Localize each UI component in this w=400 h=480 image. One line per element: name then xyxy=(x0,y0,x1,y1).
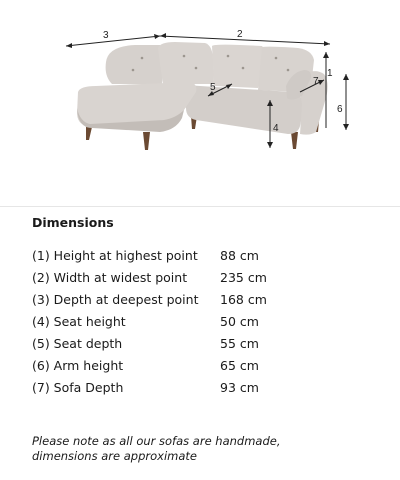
dimension-label: (6) Arm height xyxy=(32,357,124,373)
callout-6: 6 xyxy=(337,104,343,115)
callout-1: 1 xyxy=(327,68,333,79)
dimension-row xyxy=(32,288,372,310)
callout-2: 2 xyxy=(237,29,243,40)
dimension-label: (1) Height at highest point xyxy=(32,247,198,263)
dimension-value: 50 cm xyxy=(220,313,259,329)
note-line: dimensions are approximate xyxy=(32,449,197,463)
tuft-button xyxy=(183,55,186,58)
dimension-row xyxy=(32,244,372,266)
tuft-button xyxy=(132,69,135,72)
tuft-button xyxy=(141,57,144,60)
arrowhead xyxy=(160,33,166,38)
arrowhead xyxy=(343,124,349,130)
tuft-button xyxy=(242,67,245,70)
dimension-label: (4) Seat height xyxy=(32,313,126,329)
tuft-button xyxy=(275,57,278,60)
sofa-leg xyxy=(86,127,92,140)
dimension-row xyxy=(32,310,372,332)
tuft-button xyxy=(227,55,230,58)
dimension-label: (2) Width at widest point xyxy=(32,269,188,285)
callout-5: 5 xyxy=(210,82,216,93)
handmade-note xyxy=(32,434,372,464)
arrowhead xyxy=(323,52,329,58)
sofa-back-left xyxy=(106,45,163,84)
sofa-back-middle xyxy=(158,42,214,84)
sofa-diagram xyxy=(0,0,400,205)
dimension-label: (5) Seat depth xyxy=(32,335,123,351)
dimension-value: 88 cm xyxy=(220,247,259,263)
dimension-value: 55 cm xyxy=(220,335,259,351)
dimension-row xyxy=(32,266,372,288)
arrowhead xyxy=(343,74,349,80)
sofa-back-right-1 xyxy=(212,45,265,88)
dimension-label: (3) Depth at deepest point xyxy=(32,291,199,307)
sofa-leg xyxy=(291,132,298,149)
arrowhead xyxy=(267,142,273,148)
sofa-dimension-figure xyxy=(0,0,400,205)
dimension-value: 93 cm xyxy=(220,379,259,395)
dimensions-heading: Dimensions xyxy=(32,215,114,230)
dimension-row xyxy=(32,354,372,376)
dimension-value: 235 cm xyxy=(220,269,267,285)
dimension-row xyxy=(32,332,372,354)
note-line: Please note as all our sofas are handmade, xyxy=(32,434,281,448)
dimension-value: 168 cm xyxy=(220,291,267,307)
dimension-line-3 xyxy=(66,36,160,46)
dimensions-list xyxy=(32,244,372,398)
section-divider xyxy=(0,206,400,207)
tuft-button xyxy=(287,69,290,72)
dimension-row xyxy=(32,376,372,398)
dimension-value: 65 cm xyxy=(220,357,259,373)
dimension-label: (7) Sofa Depth xyxy=(32,379,124,395)
arrowhead xyxy=(154,34,160,39)
callout-4: 4 xyxy=(273,123,279,134)
tuft-button xyxy=(195,67,198,70)
sofa-leg xyxy=(143,132,150,150)
callout-7: 7 xyxy=(313,76,319,87)
callout-3: 3 xyxy=(103,30,109,41)
